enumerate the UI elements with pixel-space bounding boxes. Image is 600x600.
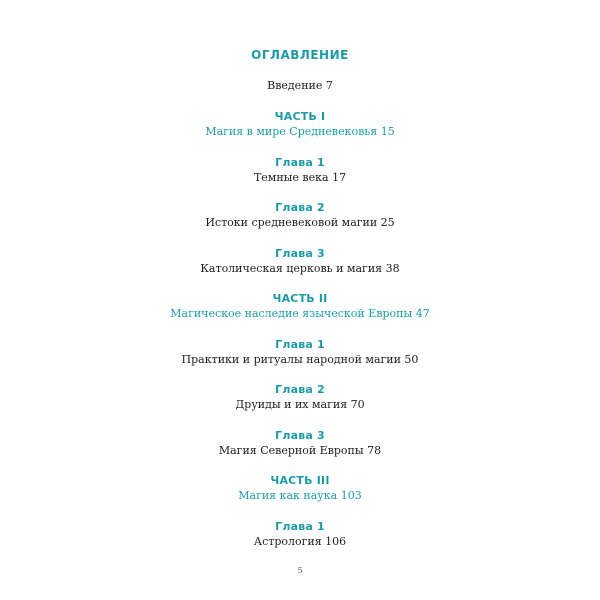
part-1-chapter-1-title: Темные века 17 (253, 171, 347, 184)
part-1-label: ЧАСТЬ I (274, 110, 326, 123)
part-3-label: ЧАСТЬ III (270, 474, 330, 487)
part-3-title: Магия как наука 103 (238, 489, 362, 502)
part-2-chapter-2-label: Глава 2 (275, 383, 325, 396)
toc-title: ОГЛАВЛЕНИЕ (251, 48, 349, 62)
page-number: 5 (297, 566, 303, 575)
part-1-chapter-2-label: Глава 2 (275, 201, 325, 214)
part-2-label: ЧАСТЬ II (272, 292, 328, 305)
part-2-chapter-3-title: Магия Северной Европы 78 (218, 444, 382, 457)
part-2-title: Магическое наследие языческой Европы 47 (170, 307, 430, 320)
part-1-chapter-3-title: Католическая церковь и магия 38 (200, 262, 400, 275)
part-3-chapter-1-label: Глава 1 (275, 520, 325, 533)
intro-entry: Введение 7 (267, 79, 333, 92)
part-1-title: Магия в мире Средневековья 15 (205, 125, 395, 138)
part-2-chapter-3-label: Глава 3 (275, 429, 325, 442)
part-2-chapter-1-title: Практики и ритуалы народной магии 50 (181, 353, 419, 366)
part-2-chapter-2-title: Друиды и их магия 70 (235, 398, 365, 411)
part-1-chapter-2-title: Истоки средневековой магии 25 (205, 216, 395, 229)
part-3-chapter-1-title: Астрология 106 (253, 535, 347, 548)
part-2-chapter-1-label: Глава 1 (275, 338, 325, 351)
part-1-chapter-3-label: Глава 3 (275, 247, 325, 260)
part-1-chapter-1-label: Глава 1 (275, 156, 325, 169)
